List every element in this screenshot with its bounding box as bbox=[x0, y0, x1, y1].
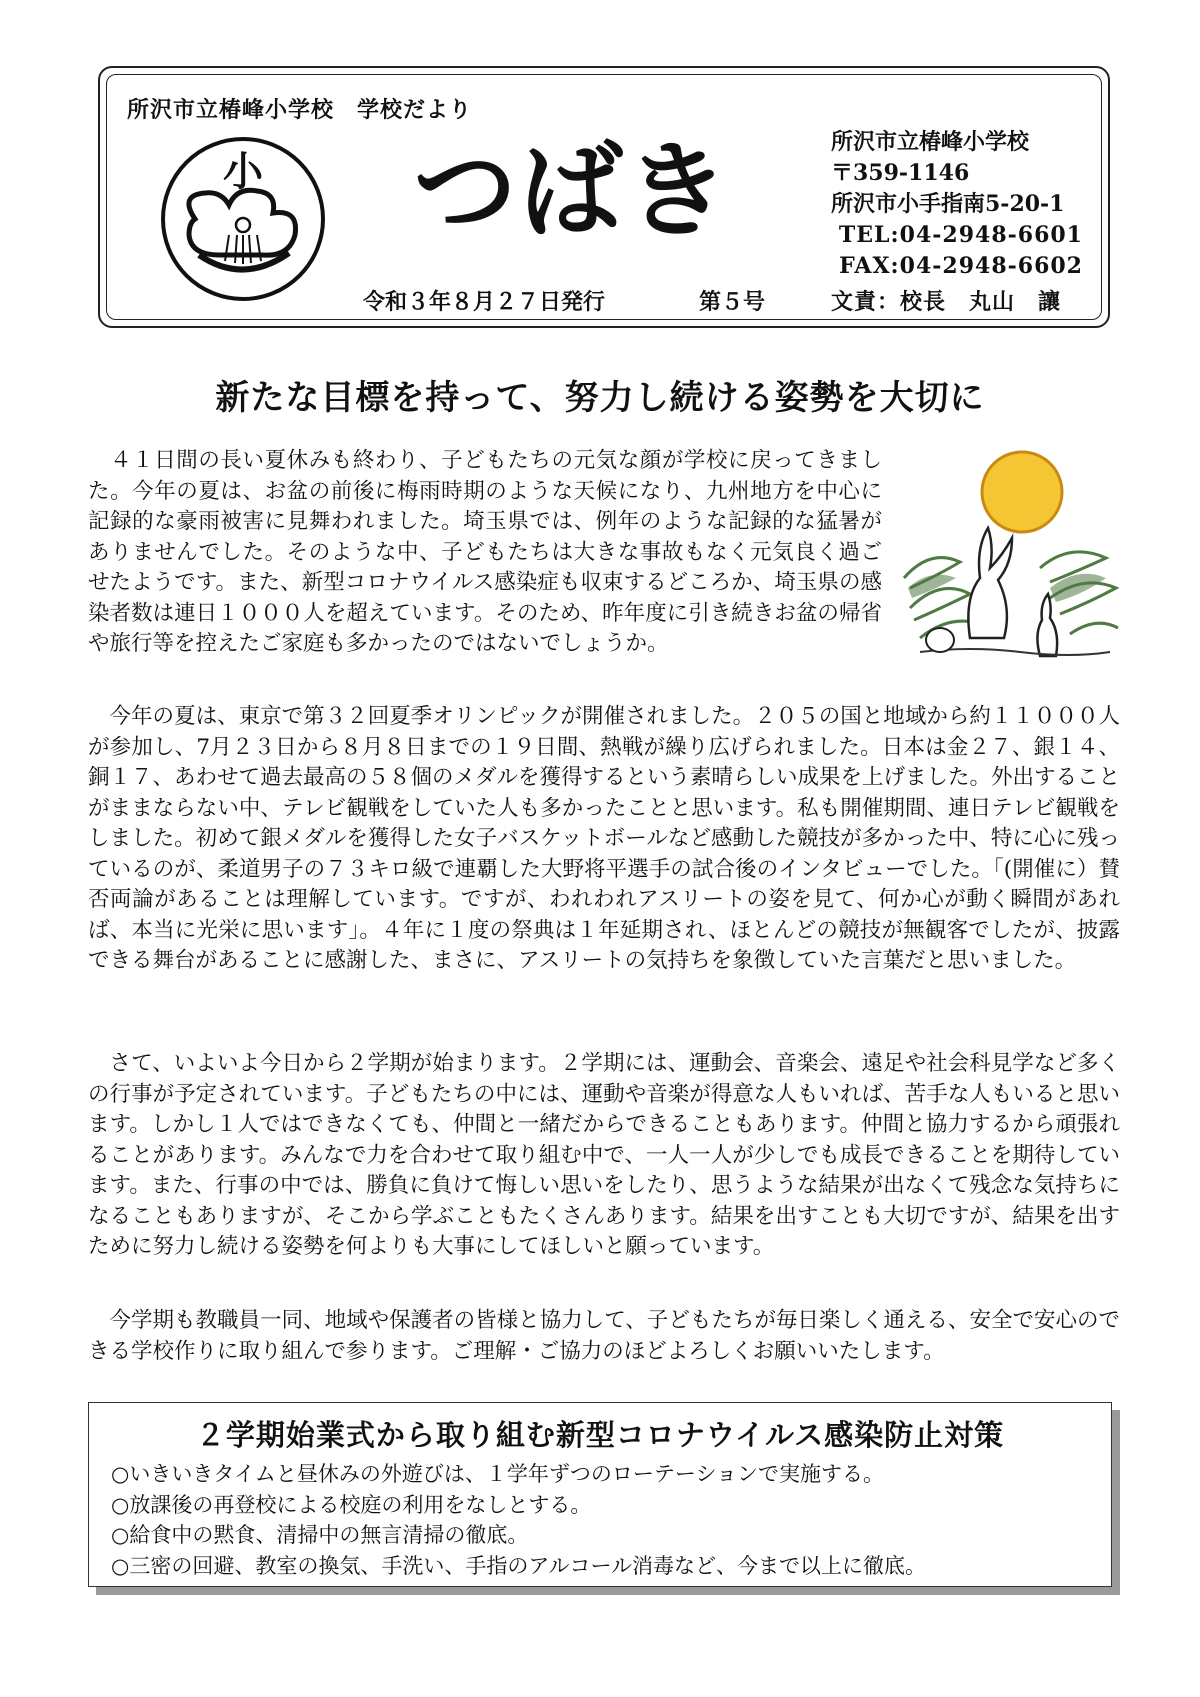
school-newsletter-label: 所沢市立椿峰小学校 学校だより bbox=[127, 97, 473, 123]
emblem-glyph: 小 bbox=[223, 149, 263, 195]
article-paragraph: 今学期も教職員一同、地域や保護者の皆様と協力して、子どもたちが毎日楽しく通える、安全で安心のできる学校作りに取り組んで参ります。ご理解・ご協力のほどよろしくお願いいたします。 bbox=[88, 1308, 1120, 1364]
header-inner-frame bbox=[106, 74, 1102, 320]
contact-postal-code: 〒359-1146 bbox=[831, 160, 970, 186]
article-paragraph: ４１日間の長い夏休みも終わり、子どもたちの元気な顔が学校に戻ってきました。今年の夏は、お盆の前後に梅雨時期のような天候になり、九州地方を中心に記録的な豪雨被害に見舞われました。埼玉県では、例年のような記録的な猛暑がありませんでした。そのような中、子どもたちは大きな事故もなく元気良く過ごせたようです。また、新型コロナウイルス感染症も収束するどころか、埼玉県の感染者数は連日１０００人を超えています。そのため、昨年度に引き続きお盆の帰省や旅行等を控えたご家庭も多かったのではないでしょうか。 bbox=[88, 448, 882, 656]
measures-list-item: ○いきいきタイムと昼休みの外遊びは、１学年ずつのローテーションで実施する。 bbox=[111, 1462, 885, 1486]
school-emblem-icon bbox=[159, 135, 327, 303]
contact-block bbox=[831, 127, 1083, 282]
measures-list-item: ○放課後の再登校による校庭の利用をなしとする。 bbox=[111, 1492, 592, 1517]
contact-school-name: 所沢市立椿峰小学校 bbox=[831, 129, 1030, 155]
covid-measures-box bbox=[88, 1402, 1112, 1587]
masthead-title: つばき bbox=[413, 129, 732, 252]
contact-address: 所沢市小手指南5-20-1 bbox=[831, 191, 1065, 217]
contact-fax: FAX:04-2948-6602 bbox=[839, 253, 1083, 279]
article-paragraph: 今年の夏は、東京で第３２回夏季オリンピックが開催されました。２０５の国と地域から約１１０００人が参加し、7月２３日から８月８日までの１９日間、熱戦が繰り広げられました。日本は金２７、銀１４、銅１７、あわせて過去最高の５８個のメダルを獲得するという素晴らしい成果を上げました。外出することがままならない中、テレビ観戦をしていた人も多かったことと思います。私も開催期間、連日テレビ観戦をしました。初めて銀メダルを獲得した女子バスケットボールなど感動した競技が多かった中、特に心に残っているのが、柔道男子の７３キロ級で連覇した大野将平選手の試合後のインタビューでした。「(開催に）賛否両論があることは理解しています。ですが、われわれアスリートの姿を見て、何か心が動く瞬間があれば、本当に光栄に思います」。４年に１度の祭典は１年延期され、ほとんどの競技が無観客でしたが、披露できる舞台があることに感謝した、まさに、アスリートの気持ちを象徴していた言葉だと思いました。 bbox=[88, 704, 1121, 973]
measures-list bbox=[111, 1459, 926, 1581]
article-headline: 新たな目標を持って、努力し続ける姿勢を大切に bbox=[215, 378, 985, 418]
newsletter-header bbox=[98, 66, 1110, 328]
measures-list-item: ○給食中の黙食、清掃中の無言清掃の徹底。 bbox=[111, 1523, 529, 1547]
measures-list-item: ○三密の回避、教室の換気、手洗い、手指のアルコール消毒など、今まで以上に徹底。 bbox=[111, 1553, 927, 1578]
rabbit-icon bbox=[968, 528, 1057, 656]
author-credit: 文責：校長 丸山 讓 bbox=[831, 289, 1062, 315]
article-paragraph: さて、いよいよ今日から２学期が始まります。２学期には、運動会、音楽会、遠足や社会科見学など多くの行事が予定されています。子どもたちの中には、運動や音楽が得意な人もいれば、苦手な人もいると思います。しかし１人ではできなくても、仲間と一緒だからできることもあります。仲間と協力するから頑張れることがあります。みんなで力を合わせて取り組む中で、一人一人が少しでも成長できることを期待しています。また、行事の中では、勝負に負けて悔しい思いをしたり、思うような結果が出なくて残念な気持ちになることもありますが、そこから学ぶこともたくさんあります。結果を出すことも大切ですが、結果を出すために努力し続ける姿勢を何よりも大事にしてほしいと願っています。 bbox=[88, 1051, 1120, 1259]
measures-title: ２学期始業式から取り組む新型コロナウイルス感染防止対策 bbox=[195, 1418, 1005, 1452]
contact-tel: TEL:04-2948-6601 bbox=[838, 222, 1083, 248]
issue-date: 令和３年８月２７日発行 bbox=[363, 289, 606, 315]
grass-icon bbox=[904, 552, 1118, 638]
issue-number: 第５号 bbox=[699, 289, 766, 315]
moon-rabbit-illustration-icon bbox=[900, 438, 1122, 676]
moon-icon bbox=[982, 452, 1062, 532]
rabbit-tail-icon bbox=[926, 628, 954, 652]
